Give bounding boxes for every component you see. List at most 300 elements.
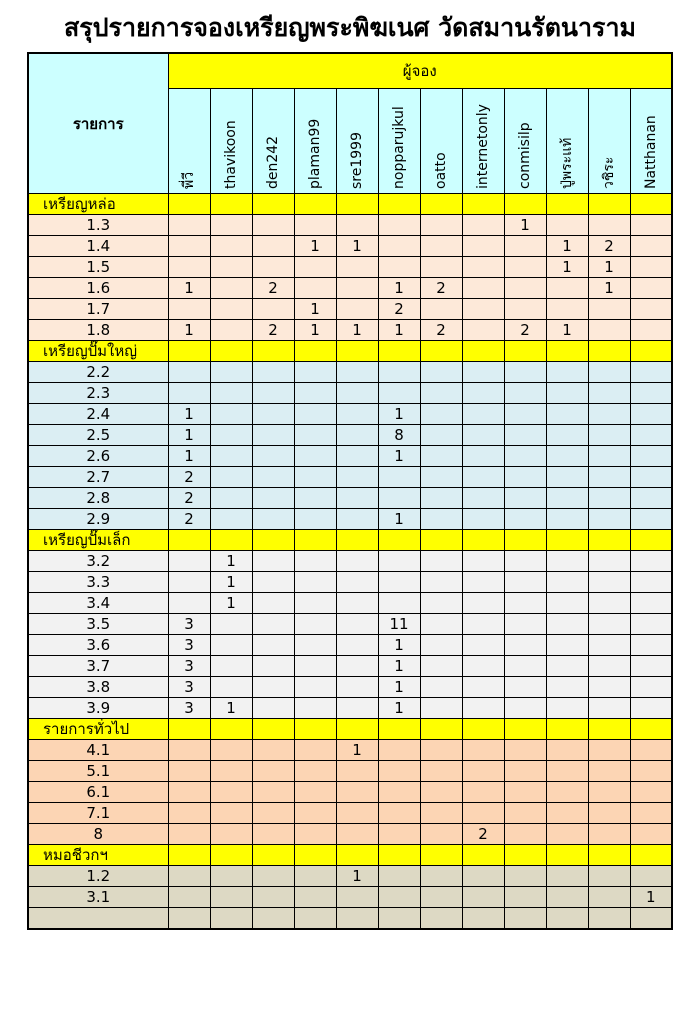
quantity-cell — [210, 488, 252, 509]
quantity-cell — [252, 761, 294, 782]
item-code-cell: 6.1 — [28, 782, 168, 803]
quantity-cell — [336, 404, 378, 425]
quantity-cell — [336, 677, 378, 698]
reserver-name-header — [168, 89, 210, 194]
quantity-cell — [588, 677, 630, 698]
item-code-cell: 8 — [28, 824, 168, 845]
quantity-cell — [252, 803, 294, 824]
quantity-cell — [630, 761, 672, 782]
quantity-cell — [252, 425, 294, 446]
quantity-cell — [504, 635, 546, 656]
quantity-cell — [588, 467, 630, 488]
reserver-name-label: ปู่พระแท้ — [559, 137, 575, 189]
quantity-cell — [420, 740, 462, 761]
quantity-cell — [378, 383, 420, 404]
reserver-name-header — [252, 89, 294, 194]
quantity-cell — [630, 404, 672, 425]
quantity-cell — [294, 614, 336, 635]
quantity-cell — [294, 593, 336, 614]
reserver-group-header: ผู้จอง — [168, 53, 672, 89]
item-code-cell: 3.4 — [28, 593, 168, 614]
quantity-cell — [588, 509, 630, 530]
quantity-cell — [378, 488, 420, 509]
quantity-cell — [462, 425, 504, 446]
section-header-cell — [546, 341, 588, 362]
quantity-cell — [462, 320, 504, 341]
quantity-cell — [294, 656, 336, 677]
quantity-cell — [420, 614, 462, 635]
section-header-cell — [336, 845, 378, 866]
quantity-cell — [336, 698, 378, 719]
quantity-cell: 1 — [210, 572, 252, 593]
table-row — [28, 425, 672, 446]
quantity-cell — [294, 740, 336, 761]
section-header-cell — [294, 530, 336, 551]
quantity-cell — [588, 656, 630, 677]
quantity-cell — [252, 614, 294, 635]
quantity-cell — [630, 593, 672, 614]
quantity-cell — [546, 761, 588, 782]
quantity-cell — [546, 383, 588, 404]
table-row — [28, 362, 672, 383]
quantity-cell — [336, 278, 378, 299]
quantity-cell — [588, 551, 630, 572]
quantity-cell — [504, 257, 546, 278]
quantity-cell — [546, 425, 588, 446]
quantity-cell — [462, 887, 504, 908]
section-header-cell — [630, 845, 672, 866]
quantity-cell — [630, 467, 672, 488]
quantity-cell — [546, 740, 588, 761]
quantity-cell — [588, 887, 630, 908]
quantity-cell — [252, 383, 294, 404]
section-header-cell — [336, 719, 378, 740]
quantity-cell — [252, 698, 294, 719]
item-code-cell: 3.3 — [28, 572, 168, 593]
quantity-cell — [210, 824, 252, 845]
quantity-cell — [546, 278, 588, 299]
item-code-cell: 2.3 — [28, 383, 168, 404]
quantity-cell — [462, 383, 504, 404]
quantity-cell — [378, 824, 420, 845]
quantity-cell — [546, 677, 588, 698]
quantity-cell — [504, 761, 546, 782]
table-row — [28, 824, 672, 845]
quantity-cell — [546, 782, 588, 803]
section-header-cell — [378, 341, 420, 362]
quantity-cell: 2 — [252, 320, 294, 341]
quantity-cell — [168, 824, 210, 845]
quantity-cell — [504, 866, 546, 887]
section-header-cell — [210, 194, 252, 215]
quantity-cell: 1 — [336, 740, 378, 761]
quantity-cell — [462, 299, 504, 320]
quantity-cell — [210, 278, 252, 299]
quantity-cell — [630, 299, 672, 320]
quantity-cell — [420, 383, 462, 404]
section-header-cell — [378, 719, 420, 740]
quantity-cell — [420, 887, 462, 908]
quantity-cell — [294, 509, 336, 530]
quantity-cell: 1 — [546, 236, 588, 257]
quantity-cell — [420, 866, 462, 887]
quantity-cell: 1 — [294, 299, 336, 320]
section-header-cell — [336, 530, 378, 551]
quantity-cell — [378, 551, 420, 572]
table-row — [28, 908, 672, 930]
quantity-cell — [504, 593, 546, 614]
quantity-cell — [252, 404, 294, 425]
quantity-cell: 1 — [378, 320, 420, 341]
quantity-cell — [588, 740, 630, 761]
item-code-cell: 2.7 — [28, 467, 168, 488]
section-header-cell — [546, 530, 588, 551]
quantity-cell — [252, 740, 294, 761]
quantity-cell: 2 — [168, 488, 210, 509]
quantity-cell: 3 — [168, 698, 210, 719]
table-row — [28, 677, 672, 698]
section-header-cell — [294, 845, 336, 866]
quantity-cell: 1 — [378, 509, 420, 530]
section-header-row — [28, 719, 672, 740]
quantity-cell: 1 — [630, 887, 672, 908]
quantity-cell — [588, 782, 630, 803]
quantity-cell — [210, 257, 252, 278]
quantity-cell — [378, 782, 420, 803]
quantity-cell — [336, 383, 378, 404]
quantity-cell: 1 — [378, 677, 420, 698]
quantity-cell — [630, 320, 672, 341]
section-header-cell — [630, 719, 672, 740]
quantity-cell — [210, 404, 252, 425]
quantity-cell — [546, 614, 588, 635]
quantity-cell — [294, 215, 336, 236]
section-header-cell — [252, 194, 294, 215]
quantity-cell — [588, 215, 630, 236]
quantity-cell — [504, 908, 546, 930]
quantity-cell — [252, 257, 294, 278]
section-header-cell — [504, 719, 546, 740]
reserver-name-label: sre1999 — [349, 132, 365, 189]
quantity-cell: 1 — [210, 698, 252, 719]
quantity-cell — [336, 551, 378, 572]
quantity-cell — [168, 299, 210, 320]
section-header-cell — [462, 530, 504, 551]
quantity-cell — [210, 614, 252, 635]
quantity-cell — [420, 635, 462, 656]
item-code-cell: 3.9 — [28, 698, 168, 719]
table-row — [28, 656, 672, 677]
quantity-cell — [210, 803, 252, 824]
quantity-cell — [420, 824, 462, 845]
section-header-cell — [378, 845, 420, 866]
quantity-cell: 2 — [252, 278, 294, 299]
section-header-cell — [546, 194, 588, 215]
quantity-cell — [420, 551, 462, 572]
quantity-cell — [630, 509, 672, 530]
item-code-cell: 3.8 — [28, 677, 168, 698]
quantity-cell — [420, 803, 462, 824]
reserver-name-header — [588, 89, 630, 194]
quantity-cell — [630, 551, 672, 572]
quantity-cell — [210, 299, 252, 320]
quantity-cell — [546, 593, 588, 614]
quantity-cell — [420, 908, 462, 930]
section-title: เหรียญปั๊มใหญ่ — [28, 341, 168, 362]
quantity-cell — [252, 824, 294, 845]
quantity-cell — [252, 236, 294, 257]
quantity-cell — [546, 488, 588, 509]
table-row — [28, 467, 672, 488]
section-header-cell — [504, 845, 546, 866]
quantity-cell — [630, 572, 672, 593]
quantity-cell — [168, 593, 210, 614]
quantity-cell — [252, 887, 294, 908]
quantity-cell — [294, 698, 336, 719]
quantity-cell — [462, 908, 504, 930]
quantity-cell: 2 — [504, 320, 546, 341]
quantity-cell — [504, 887, 546, 908]
quantity-cell — [462, 572, 504, 593]
quantity-cell — [504, 404, 546, 425]
quantity-cell — [504, 824, 546, 845]
quantity-cell — [210, 761, 252, 782]
quantity-cell — [420, 761, 462, 782]
quantity-cell — [504, 656, 546, 677]
quantity-cell — [168, 257, 210, 278]
table-row — [28, 383, 672, 404]
table-row — [28, 635, 672, 656]
table-row — [28, 236, 672, 257]
quantity-cell — [294, 887, 336, 908]
section-header-cell — [210, 530, 252, 551]
quantity-cell — [294, 908, 336, 930]
table-row — [28, 320, 672, 341]
quantity-cell — [420, 404, 462, 425]
quantity-cell — [252, 551, 294, 572]
section-header-cell — [630, 530, 672, 551]
quantity-cell — [378, 761, 420, 782]
reserver-name-label: thavikoon — [223, 120, 239, 189]
quantity-cell — [252, 215, 294, 236]
reserver-name-header — [294, 89, 336, 194]
quantity-cell — [210, 908, 252, 930]
quantity-cell — [462, 236, 504, 257]
section-header-row — [28, 194, 672, 215]
quantity-cell: 3 — [168, 635, 210, 656]
page-title: สรุปรายการจองเหรียญพระพิฆเนศ วัดสมานรัตนาราม — [64, 13, 636, 42]
quantity-cell — [294, 677, 336, 698]
quantity-cell — [588, 698, 630, 719]
quantity-cell — [588, 635, 630, 656]
quantity-cell — [546, 572, 588, 593]
section-header-cell — [210, 719, 252, 740]
quantity-cell: 1 — [378, 446, 420, 467]
quantity-cell — [462, 278, 504, 299]
section-header-cell — [378, 194, 420, 215]
quantity-cell — [420, 257, 462, 278]
quantity-cell — [336, 656, 378, 677]
table-row — [28, 572, 672, 593]
quantity-cell — [462, 866, 504, 887]
quantity-cell — [462, 362, 504, 383]
quantity-cell: 1 — [378, 698, 420, 719]
quantity-cell — [252, 677, 294, 698]
quantity-cell — [630, 824, 672, 845]
quantity-cell — [504, 803, 546, 824]
quantity-cell — [210, 887, 252, 908]
quantity-cell — [462, 593, 504, 614]
quantity-cell — [378, 908, 420, 930]
reserver-name-label: conmisilp — [517, 122, 533, 189]
quantity-cell: 1 — [210, 551, 252, 572]
reserver-name-header — [210, 89, 252, 194]
quantity-cell — [546, 299, 588, 320]
reserver-name-header — [336, 89, 378, 194]
section-header-cell — [168, 719, 210, 740]
quantity-cell — [420, 593, 462, 614]
quantity-cell — [336, 509, 378, 530]
quantity-cell — [546, 656, 588, 677]
quantity-cell — [504, 698, 546, 719]
quantity-cell — [210, 362, 252, 383]
quantity-cell — [630, 698, 672, 719]
quantity-cell — [630, 635, 672, 656]
quantity-cell: 1 — [588, 257, 630, 278]
item-code-cell: 1.5 — [28, 257, 168, 278]
quantity-cell — [462, 740, 504, 761]
quantity-cell: 1 — [546, 320, 588, 341]
section-header-cell — [504, 530, 546, 551]
table-row — [28, 698, 672, 719]
quantity-cell: 1 — [378, 656, 420, 677]
table-row — [28, 761, 672, 782]
quantity-cell — [420, 509, 462, 530]
table-row — [28, 740, 672, 761]
quantity-cell — [504, 509, 546, 530]
quantity-cell — [336, 635, 378, 656]
quantity-cell — [546, 698, 588, 719]
quantity-cell — [294, 803, 336, 824]
section-header-cell — [294, 719, 336, 740]
quantity-cell — [252, 572, 294, 593]
item-code-cell: 3.2 — [28, 551, 168, 572]
quantity-cell — [294, 572, 336, 593]
item-code-cell: 1.6 — [28, 278, 168, 299]
table-row — [28, 614, 672, 635]
section-header-cell — [378, 530, 420, 551]
quantity-cell — [252, 593, 294, 614]
quantity-cell — [294, 467, 336, 488]
quantity-cell — [210, 320, 252, 341]
table-row — [28, 866, 672, 887]
quantity-cell — [378, 257, 420, 278]
section-header-cell — [420, 194, 462, 215]
reserver-name-label: den242 — [265, 135, 281, 189]
quantity-cell — [252, 299, 294, 320]
quantity-cell: 2 — [168, 467, 210, 488]
section-header-cell — [168, 845, 210, 866]
section-header-cell — [168, 194, 210, 215]
section-header-cell — [462, 719, 504, 740]
quantity-cell — [504, 236, 546, 257]
quantity-cell — [504, 488, 546, 509]
quantity-cell — [210, 677, 252, 698]
quantity-cell — [252, 866, 294, 887]
quantity-cell — [210, 467, 252, 488]
quantity-cell — [462, 257, 504, 278]
quantity-cell: 1 — [168, 320, 210, 341]
section-title: รายการทั่วไป — [28, 719, 168, 740]
quantity-cell — [420, 467, 462, 488]
quantity-cell — [294, 782, 336, 803]
quantity-cell — [294, 383, 336, 404]
quantity-cell — [378, 866, 420, 887]
quantity-cell — [588, 383, 630, 404]
section-header-cell — [252, 719, 294, 740]
quantity-cell — [210, 446, 252, 467]
quantity-cell — [168, 803, 210, 824]
quantity-cell — [462, 635, 504, 656]
quantity-cell — [210, 635, 252, 656]
reserver-name-label: วชิระ — [601, 156, 617, 189]
quantity-cell — [462, 614, 504, 635]
reserver-name-label: oatto — [433, 152, 449, 189]
quantity-cell — [630, 677, 672, 698]
quantity-cell — [588, 761, 630, 782]
section-header-cell — [588, 845, 630, 866]
quantity-cell — [630, 740, 672, 761]
quantity-cell: 2 — [462, 824, 504, 845]
quantity-cell: 1 — [168, 446, 210, 467]
quantity-cell — [168, 866, 210, 887]
quantity-cell: 2 — [420, 320, 462, 341]
quantity-cell — [378, 593, 420, 614]
quantity-cell — [546, 509, 588, 530]
quantity-cell — [378, 803, 420, 824]
table-row — [28, 551, 672, 572]
quantity-cell — [630, 782, 672, 803]
table-row — [28, 803, 672, 824]
section-header-row — [28, 341, 672, 362]
quantity-cell — [420, 698, 462, 719]
quantity-cell: 1 — [168, 404, 210, 425]
quantity-cell — [168, 887, 210, 908]
quantity-cell — [294, 824, 336, 845]
section-header-cell — [336, 341, 378, 362]
section-header-cell — [252, 530, 294, 551]
quantity-cell — [588, 824, 630, 845]
quantity-cell — [588, 908, 630, 930]
quantity-cell — [588, 593, 630, 614]
reserver-name-label: พี่วี — [181, 171, 197, 189]
quantity-cell — [336, 782, 378, 803]
section-header-cell — [252, 845, 294, 866]
section-header-cell — [588, 530, 630, 551]
item-code-cell: 4.1 — [28, 740, 168, 761]
quantity-cell: 1 — [588, 278, 630, 299]
reserver-name-header — [630, 89, 672, 194]
item-code-cell: 7.1 — [28, 803, 168, 824]
section-header-cell — [588, 719, 630, 740]
quantity-cell — [252, 362, 294, 383]
quantity-cell — [378, 887, 420, 908]
quantity-cell — [168, 740, 210, 761]
quantity-cell — [546, 635, 588, 656]
table-body — [28, 194, 672, 930]
quantity-cell — [588, 614, 630, 635]
quantity-cell — [462, 698, 504, 719]
